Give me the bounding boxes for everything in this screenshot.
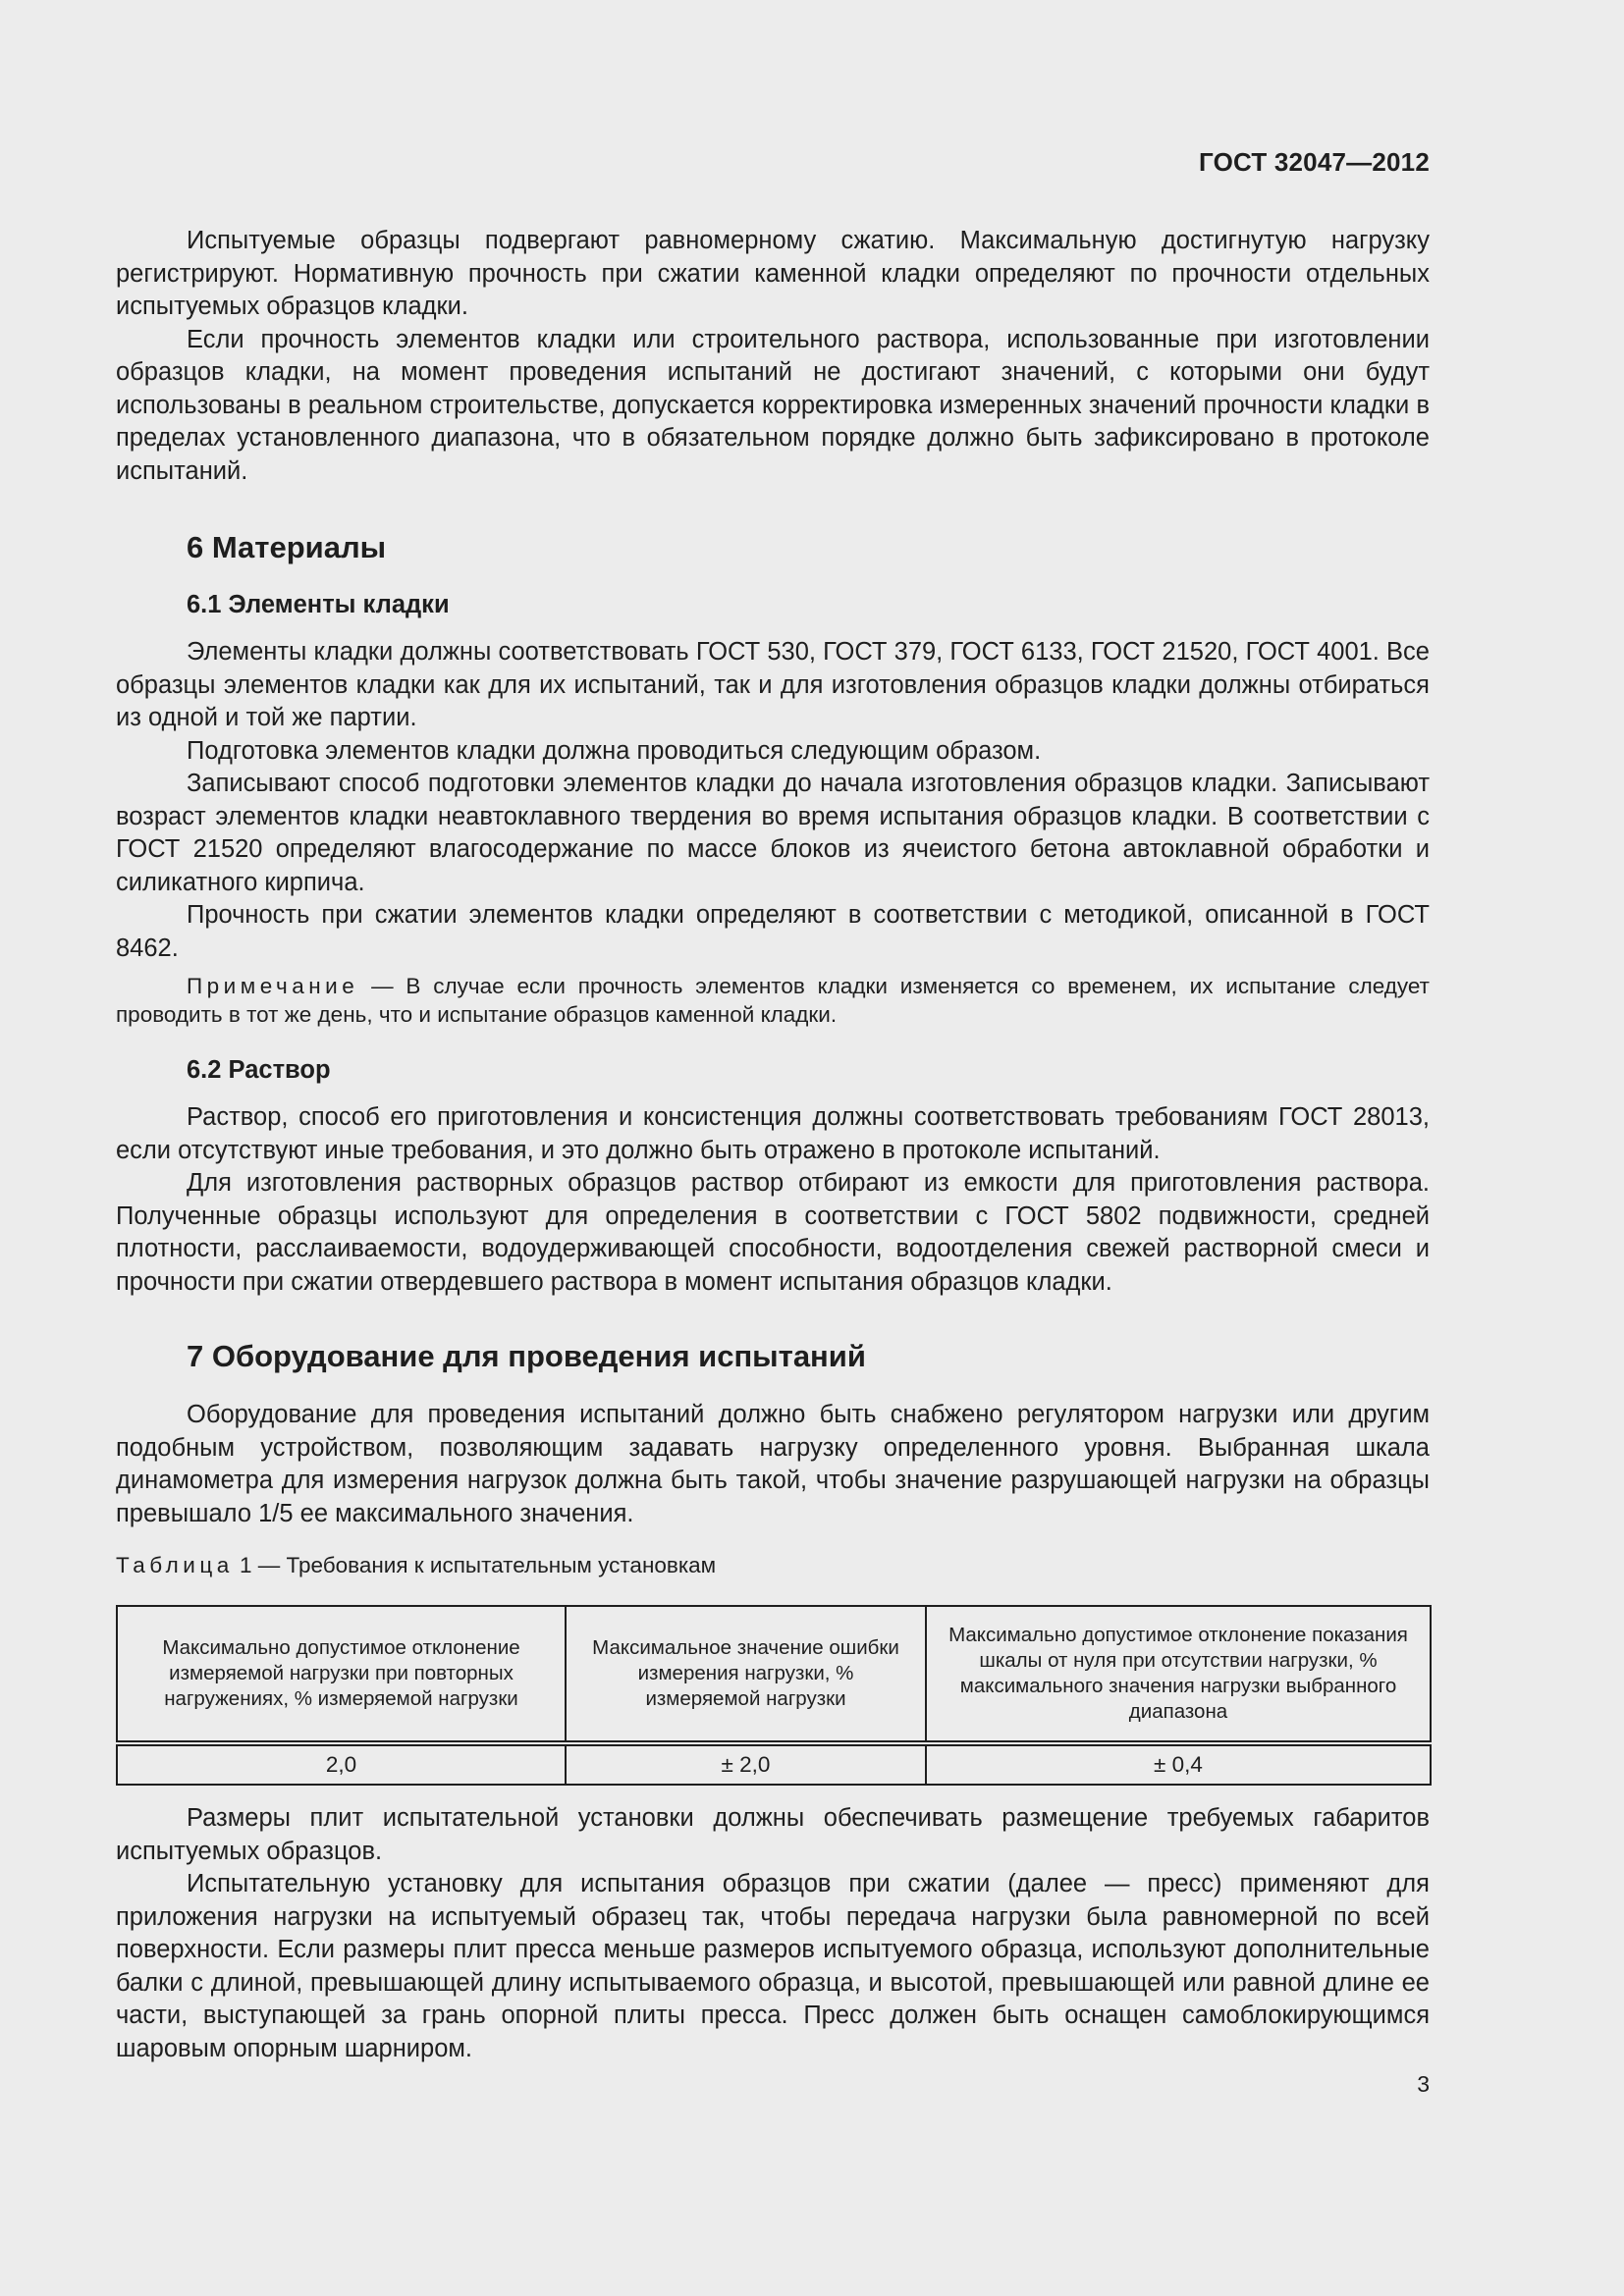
document-page [116, 0, 1430, 2296]
document-code-header: ГОСТ 32047—2012 [1199, 147, 1430, 177]
table-caption-title: 1 — Требования к испытательным установкам [233, 1553, 717, 1577]
requirements-table-wrap [116, 1605, 1430, 1786]
subsection-6-2 [116, 1053, 1430, 1087]
section-6 [116, 528, 1430, 567]
paragraph: Размеры плит испытательной установки должны обеспечивать размещение требуемых габаритов испытуемых образцов. [116, 1804, 1430, 1865]
subsection-6-2-body [116, 1101, 1430, 1299]
subsection-6-1 [116, 588, 1430, 621]
paragraph: Раствор, способ его приготовления и консистенция должны соответствовать требованиям ГОСТ 28013, если отсутствуют иные требования, и это должно быть отражено в протоколе испытаний. [116, 1103, 1430, 1164]
note-block [116, 972, 1430, 1029]
page-number: 3 [1417, 2071, 1430, 2097]
paragraph: Прочность при сжатии элементов кладки определяют в соответствии с методикой, описанной в ГОСТ 8462. [116, 901, 1430, 962]
table-header-row [117, 1606, 1431, 1743]
paragraph: Подготовка элементов кладки должна проводиться следующим образом. [187, 736, 1042, 765]
paragraph: Элементы кладки должны соответствовать ГОСТ 530, ГОСТ 379, ГОСТ 6133, ГОСТ 21520, ГОСТ 4001. Все образцы элементов кладки как для их испытаний, так и для изготовления образцов кладки должны отбираться из одной и той же партии. [116, 638, 1430, 731]
note-label: Примечание [187, 974, 359, 998]
paragraph: Оборудование для проведения испытаний должно быть снабжено регулятором нагрузки или другим подобным устройством, позволяющим задавать нагрузку определенного уровня. Выбранная шкала динамометра для измерения нагрузок должна быть такой, чтобы значение разрушающей нагрузки на образцы превышало 1/5 ее максимального значения. [116, 1401, 1430, 1527]
section-7-body [116, 1802, 1430, 2065]
table-caption-label: Таблица [116, 1553, 234, 1577]
section-7 [116, 1337, 1430, 1376]
paragraph: Записывают способ подготовки элементов кладки до начала изготовления образцов кладки. Записывают возраст элементов кладки неавтоклавного твердения во время испытания образцов кладки. В соответствии с ГОСТ 21520 определяют влагосодержание по массе блоков из ячеистого бетона автоклавной обработки и силикатного кирпича. [116, 770, 1430, 896]
paragraph: Для изготовления растворных образцов раствор отбирают из емкости для приготовления раствора. Полученные образцы используют для определения в соответствии с ГОСТ 5802 подвижности, средней плотности, расслаиваемости, водоудерживающей способности, водоотделения свежей растворной смеси и прочности при сжатии отвердевшего раствора в момент испытания образцов кладки. [116, 1169, 1430, 1296]
table-header-cell: Максимально допустимое отклонение показания шкалы от нуля при отсутствии нагрузки, % максимального значения нагрузки выбранного диапазона [926, 1606, 1431, 1743]
table-caption [116, 1551, 1430, 1579]
paragraph: Испытуемые образцы подвергают равномерному сжатию. Максимальную достигнутую нагрузку регистрируют. Нормативную прочность при сжатии каменной кладки определяют по прочности отдельных испытуемых образцов кладки. [116, 227, 1430, 320]
table-header-cell: Максимально допустимое отклонение измеряемой нагрузки при повторных нагружениях, % измеряемой нагрузки [117, 1606, 566, 1743]
table-row [117, 1743, 1431, 1785]
note-text: — В случае если прочность элементов кладки изменяется со временем, их испытание следует проводить в тот же день, что и испытание образцов каменной кладки. [116, 974, 1430, 1027]
section-7-intro [116, 1399, 1430, 1530]
section-title: 6 Материалы [187, 530, 387, 564]
subsection-title: 6.2 Раствор [187, 1056, 331, 1084]
table-cell: ± 2,0 [566, 1743, 926, 1785]
requirements-table [116, 1605, 1432, 1786]
table-cell: 2,0 [117, 1743, 566, 1785]
intro-block [116, 225, 1430, 488]
subsection-title: 6.1 Элементы кладки [187, 591, 450, 618]
table-header-cell: Максимальное значение ошибки измерения нагрузки, % измеряемой нагрузки [566, 1606, 926, 1743]
paragraph: Если прочность элементов кладки или строительного раствора, использованные при изготовлении образцов кладки, на момент проведения испытаний не достигают значений, с которыми они будут использованы в реальном строительстве, допускается корректировка измеренных значений прочности кладки в пределах установленного диапазона, что в обязательном порядке должно быть зафиксировано в протоколе испытаний. [116, 325, 1430, 485]
table-cell: ± 0,4 [926, 1743, 1431, 1785]
subsection-6-1-body [116, 636, 1430, 965]
note [116, 972, 1430, 1029]
paragraph: Испытательную установку для испытания образцов при сжатии (далее — пресс) применяют для приложения нагрузки на испытуемый образец так, чтобы передача нагрузки была равномерной по всей поверхности. Если размеры плит пресса меньше размеров испытуемого образца, используют дополнительные балки с длиной, превышающей длину испытываемого образца, и высотой, превышающей или равной длине ее части, выступающей за грань опорной плиты пресса. Пресс должен быть оснащен самоблокирующимся шаровым опорным шарниром. [116, 1870, 1430, 2062]
section-title: 7 Оборудование для проведения испытаний [187, 1339, 866, 1373]
table-caption-text [116, 1551, 1430, 1579]
